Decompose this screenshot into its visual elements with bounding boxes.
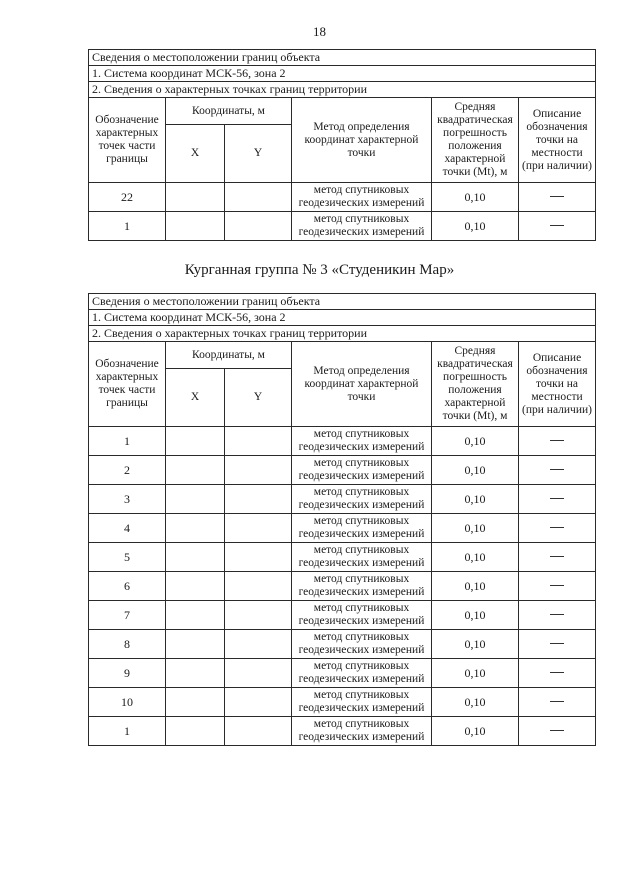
cell-y xyxy=(225,212,292,241)
dash-mark xyxy=(550,469,564,470)
cell-method: метод спутниковых геодезических измерений xyxy=(292,630,432,659)
cell-accuracy: 0,10 xyxy=(432,543,519,572)
cell-point: 2 xyxy=(89,456,166,485)
dash-mark xyxy=(550,440,564,441)
cell-accuracy: 0,10 xyxy=(432,514,519,543)
header-y: Y xyxy=(225,125,292,183)
cell-description xyxy=(519,601,596,630)
info-line: Сведения о местоположении границ объекта xyxy=(89,294,596,310)
table-row xyxy=(89,572,596,601)
header-description: Описание обозначения точки на местности (при наличии) xyxy=(519,342,596,427)
cell-method: метод спутниковых геодезических измерений xyxy=(292,572,432,601)
dash-mark xyxy=(550,225,564,226)
cell-point: 6 xyxy=(89,572,166,601)
cell-point: 1 xyxy=(89,427,166,456)
table-row xyxy=(89,485,596,514)
cell-accuracy: 0,10 xyxy=(432,659,519,688)
cell-method: метод спутниковых геодезических измерений xyxy=(292,659,432,688)
cell-description xyxy=(519,456,596,485)
cell-accuracy: 0,10 xyxy=(432,630,519,659)
cell-accuracy: 0,10 xyxy=(432,688,519,717)
header-coords: Координаты, м xyxy=(166,98,292,125)
cell-x xyxy=(166,717,225,746)
cell-description xyxy=(519,485,596,514)
cell-x xyxy=(166,485,225,514)
cell-method: метод спутниковых геодезических измерений xyxy=(292,717,432,746)
cell-description xyxy=(519,183,596,212)
info-line: 1. Система координат МСК-56, зона 2 xyxy=(89,66,596,82)
cell-x xyxy=(166,630,225,659)
cell-method: метод спутниковых геодезических измерений xyxy=(292,212,432,241)
cell-y xyxy=(225,543,292,572)
cell-description xyxy=(519,212,596,241)
header-accuracy: Средняя квадратическая погрешность положения характерной точки (Mt), м xyxy=(432,342,519,427)
cell-point: 10 xyxy=(89,688,166,717)
table-row xyxy=(89,514,596,543)
table-row xyxy=(89,183,596,212)
dash-mark xyxy=(550,643,564,644)
cell-accuracy: 0,10 xyxy=(432,485,519,514)
cell-point: 3 xyxy=(89,485,166,514)
cell-description xyxy=(519,659,596,688)
cell-y xyxy=(225,427,292,456)
table-row xyxy=(89,659,596,688)
cell-point: 1 xyxy=(89,212,166,241)
table-row xyxy=(89,688,596,717)
header-point: Обозначение характерных точек части границы xyxy=(89,342,166,427)
cell-point: 4 xyxy=(89,514,166,543)
cell-accuracy: 0,10 xyxy=(432,212,519,241)
info-line: 1. Система координат МСК-56, зона 2 xyxy=(89,310,596,326)
cell-x xyxy=(166,427,225,456)
cell-accuracy: 0,10 xyxy=(432,601,519,630)
cell-x xyxy=(166,659,225,688)
cell-method: метод спутниковых геодезических измерений xyxy=(292,543,432,572)
cell-x xyxy=(166,543,225,572)
header-description: Описание обозначения точки на местности (при наличии) xyxy=(519,98,596,183)
boundary-table-1 xyxy=(88,49,596,241)
table-row xyxy=(89,543,596,572)
dash-mark xyxy=(550,672,564,673)
cell-method: метод спутниковых геодезических измерений xyxy=(292,485,432,514)
dash-mark xyxy=(550,614,564,615)
table-row xyxy=(89,427,596,456)
header-x: X xyxy=(166,125,225,183)
cell-x xyxy=(166,183,225,212)
dash-mark xyxy=(550,498,564,499)
dash-mark xyxy=(550,730,564,731)
section-title: Курганная группа № 3 «Студеникин Мар» xyxy=(184,262,455,278)
cell-y xyxy=(225,485,292,514)
cell-x xyxy=(166,601,225,630)
cell-description xyxy=(519,514,596,543)
cell-method: метод спутниковых геодезических измерений xyxy=(292,688,432,717)
cell-description xyxy=(519,427,596,456)
header-method: Метод определения координат характерной точки xyxy=(292,98,432,183)
cell-accuracy: 0,10 xyxy=(432,456,519,485)
cell-point: 1 xyxy=(89,717,166,746)
dash-mark xyxy=(550,585,564,586)
cell-y xyxy=(225,183,292,212)
cell-y xyxy=(225,659,292,688)
header-coords: Координаты, м xyxy=(166,342,292,369)
cell-accuracy: 0,10 xyxy=(432,572,519,601)
cell-y xyxy=(225,514,292,543)
header-point: Обозначение характерных точек части границы xyxy=(89,98,166,183)
dash-mark xyxy=(550,701,564,702)
page-number: 18 xyxy=(313,24,326,39)
table-row xyxy=(89,456,596,485)
cell-accuracy: 0,10 xyxy=(432,427,519,456)
header-method: Метод определения координат характерной точки xyxy=(292,342,432,427)
cell-x xyxy=(166,514,225,543)
dash-mark xyxy=(550,556,564,557)
table-row xyxy=(89,717,596,746)
table-row xyxy=(89,630,596,659)
info-line: 2. Сведения о характерных точках границ территории xyxy=(89,82,596,98)
cell-y xyxy=(225,456,292,485)
cell-x xyxy=(166,456,225,485)
info-line: 2. Сведения о характерных точках границ территории xyxy=(89,326,596,342)
cell-y xyxy=(225,688,292,717)
cell-y xyxy=(225,717,292,746)
cell-x xyxy=(166,212,225,241)
cell-method: метод спутниковых геодезических измерений xyxy=(292,456,432,485)
cell-description xyxy=(519,543,596,572)
boundary-table-2 xyxy=(88,293,596,746)
cell-method: метод спутниковых геодезических измерений xyxy=(292,514,432,543)
dash-mark xyxy=(550,527,564,528)
cell-point: 7 xyxy=(89,601,166,630)
cell-method: метод спутниковых геодезических измерений xyxy=(292,601,432,630)
table-row xyxy=(89,601,596,630)
cell-point: 22 xyxy=(89,183,166,212)
cell-point: 8 xyxy=(89,630,166,659)
cell-accuracy: 0,10 xyxy=(432,183,519,212)
cell-point: 5 xyxy=(89,543,166,572)
cell-y xyxy=(225,572,292,601)
header-x: X xyxy=(166,369,225,427)
cell-y xyxy=(225,601,292,630)
cell-x xyxy=(166,572,225,601)
header-accuracy: Средняя квадратическая погрешность положения характерной точки (Mt), м xyxy=(432,98,519,183)
header-y: Y xyxy=(225,369,292,427)
cell-description xyxy=(519,688,596,717)
cell-description xyxy=(519,717,596,746)
cell-method: метод спутниковых геодезических измерений xyxy=(292,427,432,456)
table-row xyxy=(89,212,596,241)
info-line: Сведения о местоположении границ объекта xyxy=(89,50,596,66)
dash-mark xyxy=(550,196,564,197)
cell-description xyxy=(519,572,596,601)
cell-y xyxy=(225,630,292,659)
cell-accuracy: 0,10 xyxy=(432,717,519,746)
cell-x xyxy=(166,688,225,717)
cell-method: метод спутниковых геодезических измерений xyxy=(292,183,432,212)
cell-point: 9 xyxy=(89,659,166,688)
cell-description xyxy=(519,630,596,659)
